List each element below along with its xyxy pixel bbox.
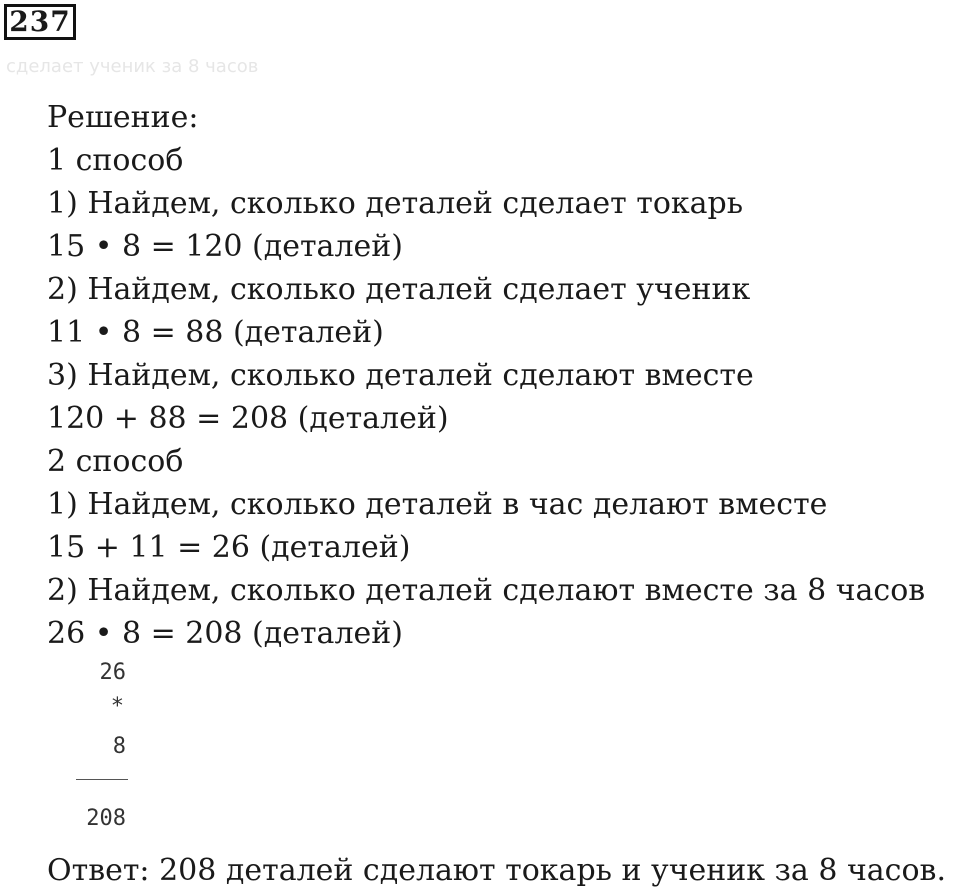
equation: 120 + 88 = 208 (деталей) [47, 401, 449, 436]
equation: 15 • 8 = 120 (деталей) [47, 229, 403, 264]
answer-text: Ответ: 208 деталей сделают токарь и ученик за 8 часов. [47, 853, 946, 888]
product-result: 208 [86, 806, 126, 831]
solution-heading: Решение: [47, 100, 199, 135]
step-text: 3) Найдем, сколько деталей сделают вместе [47, 358, 754, 393]
multiplier: 8 [112, 734, 126, 759]
step-text: 1) Найдем, сколько деталей в час делают вместе [47, 487, 828, 522]
method-one-heading: 1 способ [47, 143, 184, 178]
step-text: 2) Найдем, сколько деталей сделает ученик [47, 272, 751, 307]
multiplicand: 26 [99, 660, 126, 685]
step-text: 2) Найдем, сколько деталей сделают вместе за 8 часов [47, 573, 926, 608]
faded-text-line: сделает ученик за 8 часов [6, 56, 259, 77]
equation: 15 + 11 = 26 (деталей) [47, 530, 411, 565]
column-multiplication [70, 654, 140, 844]
result-divider [76, 779, 128, 780]
multiply-operator: * [110, 694, 124, 719]
solution-block [47, 96, 947, 655]
equation: 26 • 8 = 208 (деталей) [47, 616, 403, 651]
method-two-heading: 2 способ [47, 444, 184, 479]
equation: 11 • 8 = 88 (деталей) [47, 315, 384, 350]
task-number-box: 237 [4, 4, 76, 40]
step-text: 1) Найдем, сколько деталей сделает токарь [47, 186, 744, 221]
